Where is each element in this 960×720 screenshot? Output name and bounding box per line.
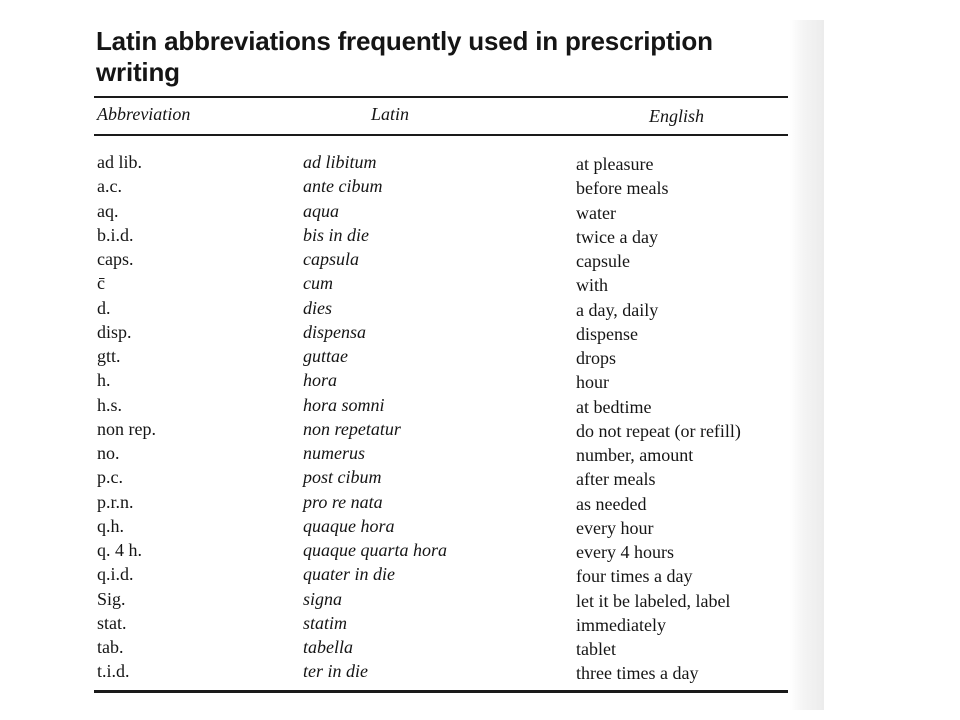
table-row	[0, 611, 960, 635]
cell-latin: cum	[303, 273, 333, 294]
cell-abbreviation: b.i.d.	[97, 224, 134, 245]
cell-latin: dispensa	[303, 321, 366, 342]
cell-english: four times a day	[576, 566, 693, 587]
cell-english: at bedtime	[576, 396, 652, 417]
table-body	[0, 150, 960, 684]
cell-english: do not repeat (or refill)	[576, 420, 741, 441]
cell-english: as needed	[576, 493, 647, 514]
cell-latin: aqua	[303, 200, 339, 221]
cell-latin: ter in die	[303, 661, 368, 682]
table-row	[0, 368, 960, 392]
cell-latin: numerus	[303, 443, 365, 463]
cell-abbreviation: q. 4 h.	[97, 540, 142, 560]
cell-abbreviation: aq.	[97, 200, 119, 221]
table-bottom-rule	[94, 690, 788, 693]
cell-english: after meals	[576, 469, 656, 490]
table-row	[0, 296, 960, 320]
cell-english: immediately	[576, 614, 666, 635]
cell-english: every 4 hours	[576, 542, 674, 562]
cell-english: before meals	[576, 178, 669, 199]
table-row	[0, 393, 960, 417]
table-header-rule	[94, 134, 788, 136]
cell-english: a day, daily	[576, 299, 659, 320]
cell-latin: ad libitum	[303, 152, 377, 172]
cell-latin: quaque hora	[303, 515, 395, 536]
cell-latin: dies	[303, 297, 332, 318]
cell-english: every hour	[576, 517, 654, 538]
cell-abbreviation: c̄	[97, 273, 105, 294]
cell-english: twice a day	[576, 226, 658, 247]
cell-english: capsule	[576, 251, 630, 271]
cell-english: at pleasure	[576, 154, 654, 174]
cell-english: number, amount	[576, 445, 694, 465]
cell-latin: quaque quarta hora	[303, 540, 447, 560]
table-row	[0, 223, 960, 247]
cell-abbreviation: Sig.	[97, 588, 126, 609]
table-row	[0, 562, 960, 586]
table-row	[0, 538, 960, 562]
cell-abbreviation: h.	[97, 370, 111, 391]
cell-latin: hora somni	[303, 394, 385, 415]
cell-latin: pro re nata	[303, 491, 383, 512]
table-row	[0, 490, 960, 514]
table-row	[0, 587, 960, 611]
cell-latin: hora	[303, 370, 338, 391]
cell-abbreviation: stat.	[97, 612, 127, 633]
cell-abbreviation: q.h.	[97, 515, 124, 536]
cell-latin: non repetatur	[303, 418, 401, 439]
table-row	[0, 271, 960, 295]
cell-abbreviation: disp.	[97, 321, 132, 342]
cell-abbreviation: d.	[97, 297, 111, 318]
table-row	[0, 344, 960, 368]
table-row	[0, 320, 960, 344]
table-top-rule	[94, 96, 788, 98]
cell-abbreviation: non rep.	[97, 418, 156, 439]
cell-english: hour	[576, 372, 609, 393]
cell-english: drops	[576, 348, 616, 368]
cell-english: with	[576, 275, 609, 296]
table-row	[0, 659, 960, 683]
cell-abbreviation: a.c.	[97, 176, 122, 197]
table-row	[0, 247, 960, 271]
cell-latin: quater in die	[303, 564, 395, 585]
cell-english: tablet	[576, 639, 616, 659]
page-title: Latin abbreviations frequently used in prescription writing	[96, 26, 713, 87]
cell-abbreviation: ad lib.	[97, 152, 142, 172]
table-row	[0, 417, 960, 441]
cell-abbreviation: p.c.	[97, 467, 123, 488]
cell-abbreviation: h.s.	[97, 394, 123, 415]
cell-english: dispense	[576, 323, 638, 344]
table-row	[0, 174, 960, 198]
table-row	[0, 150, 960, 174]
cell-latin: tabella	[303, 637, 353, 657]
cell-abbreviation: t.i.d.	[97, 661, 130, 682]
column-header-english: English	[649, 106, 705, 126]
cell-latin: bis in die	[303, 224, 369, 245]
cell-abbreviation: p.r.n.	[97, 491, 134, 512]
cell-abbreviation: caps.	[97, 249, 134, 269]
cell-abbreviation: gtt.	[97, 346, 121, 366]
cell-latin: capsula	[303, 249, 359, 269]
table-row	[0, 635, 960, 659]
column-header-abbreviation: Abbreviation	[97, 104, 191, 124]
table-row	[0, 514, 960, 538]
cell-latin: statim	[303, 612, 348, 633]
cell-english: water	[576, 202, 616, 223]
cell-abbreviation: q.i.d.	[97, 564, 134, 585]
table-row	[0, 441, 960, 465]
cell-abbreviation: no.	[97, 443, 120, 463]
cell-latin: guttae	[303, 346, 348, 366]
cell-english: three times a day	[576, 663, 699, 684]
cell-english: let it be labeled, label	[576, 590, 731, 611]
cell-abbreviation: tab.	[97, 637, 124, 657]
cell-latin: ante cibum	[303, 176, 383, 197]
cell-latin: signa	[303, 588, 343, 609]
table-row	[0, 465, 960, 489]
column-header-latin: Latin	[371, 104, 410, 124]
table-row	[0, 199, 960, 223]
cell-latin: post cibum	[303, 467, 382, 488]
